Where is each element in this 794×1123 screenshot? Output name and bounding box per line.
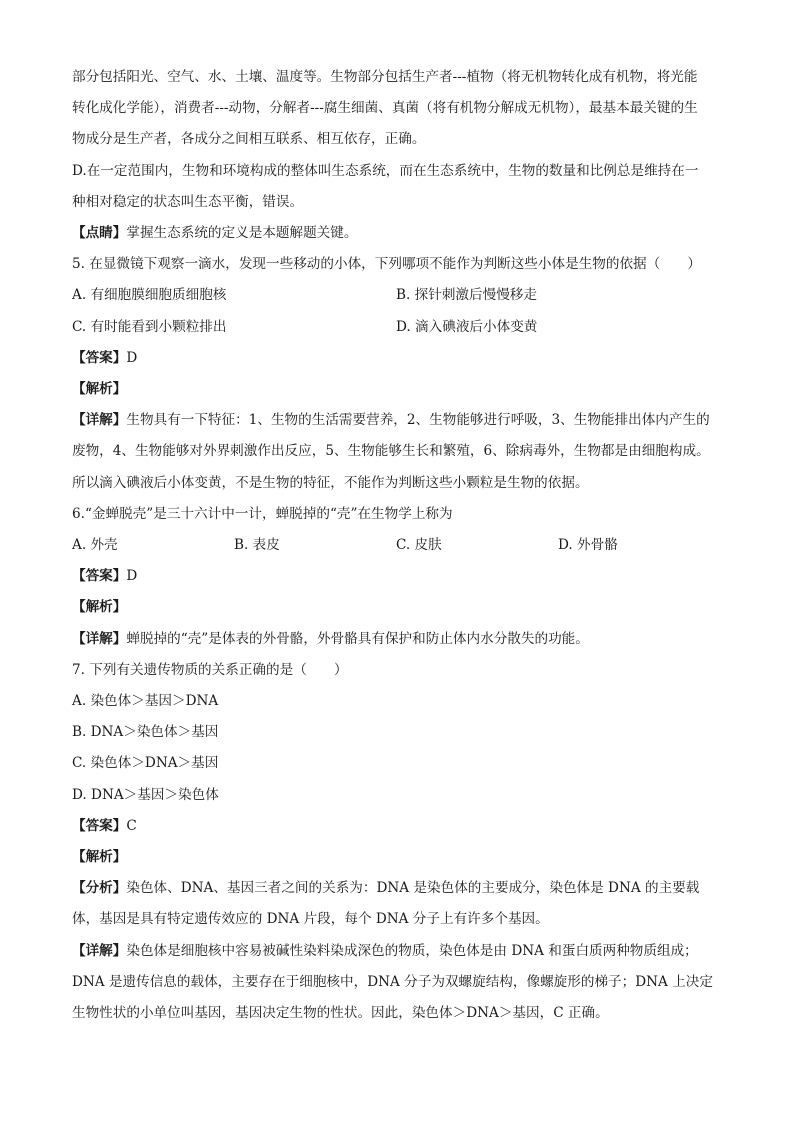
text-line: DNA 是遗传信息的载体，主要存在于细胞核中，DNA 分子为双螺旋结构，像螺旋形的梯子；DNA 上决定: [72, 973, 713, 990]
option-a: A. 染色体＞基因＞DNA: [72, 693, 219, 710]
option-row: [72, 530, 732, 561]
tag-label: 【解析】: [72, 849, 127, 866]
analysis-line: [72, 873, 732, 904]
analysis-heading: [72, 842, 732, 873]
answer-value: D: [126, 568, 138, 585]
option-c: C. 皮肤: [396, 537, 442, 554]
question-7: 7. 下列有关遗传物质的关系正确的是（ ）: [72, 661, 348, 678]
text-line: 废物，4、生物能够对外界刺激作出反应，5、生物能够生长和繁殖，6、除病毒外，生物都是由细胞构成。: [72, 443, 710, 460]
text-line: 体，基因是具有特定遗传效应的 DNA 片段，每个 DNA 分子上有许多个基因。: [72, 911, 549, 928]
tag-label: 【点睛】: [72, 225, 127, 242]
analysis-text: 染色体、DNA、基因三者之间的关系为：DNA 是染色体的主要成分，染色体是 DNA 的主要载: [126, 880, 700, 897]
tag-label: 【详解】: [72, 412, 127, 429]
tag-label: 【解析】: [72, 599, 127, 616]
option-c: C. 有时能看到小颗粒排出: [72, 318, 227, 335]
note-line: [72, 218, 732, 249]
option-row: [72, 280, 732, 311]
analysis-heading: [72, 374, 732, 405]
option-row: [72, 312, 732, 343]
note-text: 掌握生态系统的定义是本题解题关键。: [126, 225, 358, 242]
option-a: A. 外壳: [72, 537, 118, 554]
analysis-heading: [72, 592, 732, 623]
answer-line: [72, 811, 732, 842]
document-page: [72, 62, 732, 1029]
tag-label: 【答案】: [72, 817, 127, 834]
tag-label: 【分析】: [72, 880, 127, 897]
answer-value: C: [126, 817, 137, 834]
text-line: 物成分是生产者，各成分之间相互联系、相互依存，正确。: [72, 131, 426, 148]
tag-label: 【详解】: [72, 630, 127, 647]
option-b: B. 探针刺激后慢慢移走: [396, 287, 537, 304]
tag-label: 【答案】: [72, 568, 127, 585]
text-line: 种相对稳定的状态叫生态平衡，错误。: [72, 193, 304, 210]
detail-text: 染色体是细胞核中容易被碱性染料染成深色的物质，染色体是由 DNA 和蛋白质两种物质组成；: [126, 942, 698, 959]
option-d: D. DNA＞基因＞染色体: [72, 786, 219, 803]
text-line: 所以滴入碘液后小体变黄，不是生物的特征，不能作为判断这些小颗粒是生物的依据。: [72, 474, 589, 491]
tag-label: 【答案】: [72, 349, 127, 366]
option-d: D. 外骨骼: [558, 537, 618, 554]
text-line: 转化成化学能），消费者---动物，分解者---腐生细菌、真菌（将有机物分解成无机物），最基本最关键的生: [72, 100, 698, 117]
text-line: 生物性状的小单位叫基因，基因决定生物的性状。因此，染色体＞DNA＞基因，C 正确。: [72, 1005, 609, 1022]
answer-line: [72, 561, 732, 592]
question-5: 5. 在显微镜下观察一滴水，发现一些移动的小体，下列哪项不能作为判断这些小体是生物的依据（ ）: [72, 256, 702, 273]
option-a: A. 有细胞膜细胞质细胞核: [72, 287, 227, 304]
detail-line: [72, 624, 732, 655]
text-line: 部分包括阳光、空气、水、土壤、温度等。生物部分包括生产者---植物（将无机物转化成有机物，将光能: [72, 69, 698, 85]
answer-line: [72, 343, 732, 374]
option-b: B. DNA＞染色体＞基因: [72, 724, 219, 741]
answer-value: D: [126, 349, 138, 366]
option-c: C. 染色体＞DNA＞基因: [72, 755, 219, 772]
detail-line: [72, 405, 732, 436]
tag-label: 【解析】: [72, 381, 127, 398]
option-b: B. 表皮: [234, 537, 280, 554]
text-line: D.在一定范围内，生物和环境构成的整体叫生态系统，而在生态系统中，生物的数量和比例总是维持在一: [72, 162, 699, 179]
detail-line: [72, 936, 732, 967]
tag-label: 【详解】: [72, 942, 127, 959]
detail-text: 生物具有一下特征：1、生物的生活需要营养，2、生物能够进行呼吸，3、生物能排出体内产生的: [126, 412, 710, 429]
option-d: D. 滴入碘液后小体变黄: [396, 318, 538, 335]
detail-text: 蝉脱掉的“壳”是体表的外骨骼，外骨骼具有保护和防止体内水分散失的功能。: [126, 630, 589, 647]
question-6: 6.“金蝉脱壳”是三十六计中一计，蝉脱掉的“壳”在生物学上称为: [72, 505, 453, 522]
